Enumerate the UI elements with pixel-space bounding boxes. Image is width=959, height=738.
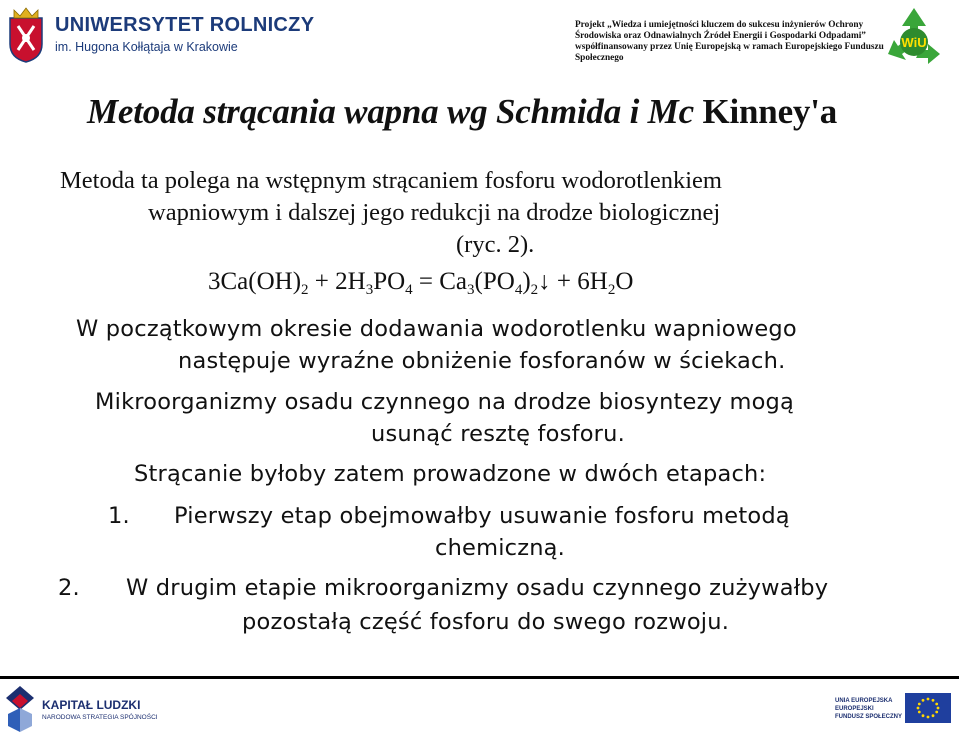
list-text: W drugim etapie mikroorganizmy osadu czynnego zużywałby [126, 575, 829, 601]
formula-part: = Ca [412, 268, 468, 295]
title-upright-part: Kinney'a [702, 92, 838, 131]
project-description [575, 20, 884, 64]
paragraph-two-stages: Strącanie byłoby zatem prowadzone w dwóch etapach: [134, 461, 767, 487]
list-item-line [108, 500, 790, 532]
kapital-ludzki-name: KAPITAŁ LUDZKI [42, 698, 141, 712]
eu-flag-icon [905, 693, 951, 723]
paragraph-intro [60, 165, 722, 261]
list-item-line [58, 571, 828, 605]
list-item-line: pozostałą część fosforu do swego rozwoju. [242, 609, 730, 635]
paragraph-line: Metoda ta polega na wstępnym strącaniem fosforu wodorotlenkiem [60, 167, 722, 194]
slide-header [0, 0, 959, 75]
paragraph-line: następuje wyraźne obniżenie fosforanów w ściekach. [178, 348, 786, 374]
list-item-line: chemiczną. [435, 535, 566, 561]
formula-subscript: 3 [467, 282, 475, 298]
formula-part: ) [522, 268, 531, 295]
formula-part: PO [373, 268, 406, 295]
kapital-ludzki-subtitle: NARODOWA STRATEGIA SPÓJNOŚCI [42, 714, 158, 721]
eu-line: EUROPEJSKI [835, 706, 874, 712]
paragraph-initial-period [76, 313, 797, 377]
footer-divider [0, 676, 959, 679]
paragraph-line: wapniowym i dalszej jego redukcji na drodze biologicznej [148, 199, 721, 226]
list-item [108, 500, 790, 564]
paragraph-line: Mikroorganizmy osadu czynnego na drodze biosyntezy mogą [95, 389, 795, 415]
formula-part: O [615, 268, 634, 295]
formula-part: + 2H [308, 268, 366, 295]
formula-subscript: 2 [530, 282, 539, 298]
formula-part: (PO [474, 268, 515, 295]
list-number: 1. [108, 503, 130, 529]
title-italic-part: Metoda strącania wapna wg Schmida i Mc [87, 92, 694, 131]
eu-fund-text [835, 697, 903, 721]
formula-subscript: 2 [607, 282, 616, 298]
project-line: Społecznego [575, 53, 624, 63]
project-line: Środowiska oraz Odnawialnych Źródeł Energii i Gospodarki Odpadami” [575, 31, 866, 41]
university-name: UNIWERSYTET ROLNICZY [55, 14, 315, 36]
university-subtitle: im. Hugona Kołłątaja w Krakowie [55, 40, 238, 54]
formula-part: 3Ca(OH) [208, 268, 302, 295]
slide-title [87, 92, 837, 132]
list-number: 2. [58, 575, 80, 601]
wiu-logo-text: WiU [901, 35, 927, 50]
chemical-formula [208, 268, 633, 299]
kapital-ludzki-logo-icon [4, 684, 36, 734]
paragraph-line: W początkowym okresie dodawania wodorotlenku wapniowego [76, 316, 797, 342]
paragraph-microorganisms [95, 386, 794, 450]
formula-subscript: 3 [365, 282, 374, 298]
paragraph-line: usunąć resztę fosforu. [371, 421, 625, 447]
formula-subscript: 2 [301, 282, 309, 298]
eu-line: FUNDUSZ SPOŁECZNY [835, 714, 903, 720]
university-crest-icon [6, 4, 46, 64]
list-item [58, 571, 828, 639]
project-line: współfinansowany przez Unię Europejską w ramach Europejskiego Funduszu [575, 42, 884, 52]
paragraph-line: (ryc. 2). [456, 231, 535, 258]
formula-subscript: 4 [405, 282, 413, 298]
wiu-recycle-logo-icon [880, 4, 948, 70]
formula-part: ↓ + 6H [538, 268, 608, 295]
project-line: Projekt „Wiedza i umiejętności kluczem do sukcesu inżynierów Ochrony [575, 20, 864, 30]
eu-line: UNIA EUROPEJSKA [835, 698, 893, 704]
list-text: Pierwszy etap obejmowałby usuwanie fosforu metodą [174, 503, 790, 529]
formula-subscript: 4 [514, 282, 523, 298]
